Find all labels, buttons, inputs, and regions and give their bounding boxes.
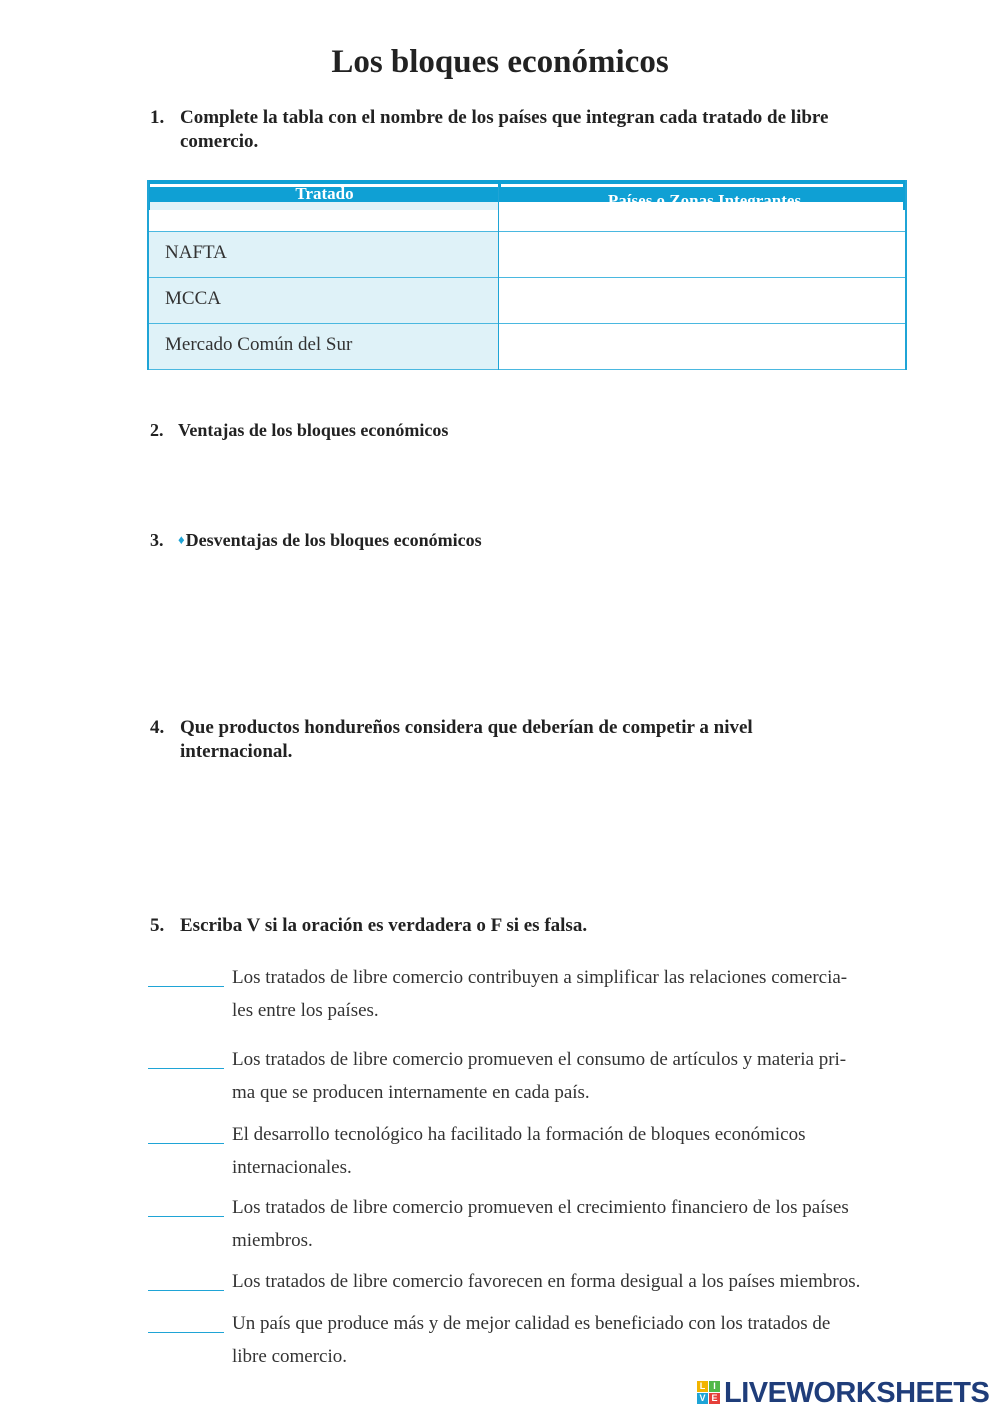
- treaty-name: Mercado Común del Sur: [165, 334, 353, 355]
- answer-blank[interactable]: [148, 1332, 224, 1333]
- true-false-item: [148, 1265, 908, 1298]
- question-number: 5.: [150, 915, 165, 936]
- true-false-item: [148, 961, 908, 1027]
- statement-line-2: internacionales.: [232, 1157, 352, 1178]
- statement-line-2: miembros.: [232, 1230, 313, 1251]
- answer-blank[interactable]: [148, 1216, 224, 1217]
- statement-line-1: Los tratados de libre comercio promueven el crecimiento financiero de los países: [232, 1197, 849, 1218]
- statement-line-1: Los tratados de libre comercio promueven el consumo de artículos y materia pri-: [232, 1049, 847, 1070]
- statement-line-1: El desarrollo tecnológico ha facilitado la formación de bloques económicos: [232, 1124, 806, 1145]
- question-text: Ventajas de los bloques económicos: [178, 420, 449, 440]
- answer-blank[interactable]: [148, 986, 224, 987]
- true-false-item: [148, 1191, 908, 1257]
- answer-blank[interactable]: [148, 1290, 224, 1291]
- question-text: [180, 106, 828, 154]
- table-row: [147, 277, 907, 323]
- question-3: [150, 528, 910, 552]
- statement-line-2: les entre los países.: [232, 1000, 379, 1021]
- answer-blank[interactable]: [148, 1143, 224, 1144]
- question-5: [150, 914, 910, 938]
- statement-line-2: ma que se producen internamente en cada país.: [232, 1082, 590, 1103]
- true-false-item: [148, 1043, 908, 1109]
- true-false-item: [148, 1307, 908, 1373]
- answer-area-advantages[interactable]: [150, 446, 910, 516]
- statement-line-2: libre comercio.: [232, 1346, 348, 1367]
- bullet-icon: ♦: [178, 532, 185, 547]
- question-4: [150, 716, 910, 766]
- countries-input[interactable]: [499, 323, 905, 369]
- question-text-line-1: Que productos hondureños considera que deberían de competir a nivel: [180, 717, 753, 738]
- answer-area-products[interactable]: [150, 770, 910, 900]
- statement-line-1: Los tratados de libre comercio favorecen en forma desigual a los países miembros.: [232, 1271, 861, 1292]
- statement-line-1: Los tratados de libre comercio contribuyen a simplificar las relaciones comercia-: [232, 967, 848, 988]
- treaty-name: NAFTA: [165, 242, 227, 263]
- question-text: [180, 716, 753, 764]
- statement-line-1: Un país que produce más y de mejor calidad es beneficiado con los tratados de: [232, 1313, 831, 1334]
- countries-input[interactable]: [499, 277, 905, 323]
- true-false-item: [148, 1118, 908, 1184]
- page-title: Los bloques económicos: [331, 44, 669, 80]
- question-number: 2.: [150, 420, 164, 440]
- question-text-line-2: comercio.: [180, 131, 259, 152]
- question-text-line-2: internacional.: [180, 741, 293, 762]
- table-row: [147, 231, 907, 277]
- header-countries: Países o Zonas Integrantes: [607, 191, 802, 210]
- question-text: Desventajas de los bloques económicos: [185, 530, 482, 550]
- question-number: 4.: [150, 717, 165, 738]
- answer-blank[interactable]: [148, 1068, 224, 1069]
- treaty-name: MCCA: [165, 288, 221, 309]
- header-treaty: Tratado: [295, 184, 354, 203]
- question-text: Escriba V si la oración es verdadera o F si es falsa.: [180, 915, 588, 936]
- question-number: 1.: [150, 107, 165, 128]
- treaty-table: [147, 180, 907, 370]
- table-row: [147, 323, 907, 369]
- question-2: [150, 418, 910, 442]
- question-number: 3.: [150, 530, 164, 550]
- countries-input[interactable]: [499, 231, 905, 277]
- answer-area-disadvantages[interactable]: [150, 556, 910, 706]
- question-text-line-1: Complete la tabla con el nombre de los países que integran cada tratado de libre: [180, 107, 829, 128]
- question-1: [150, 106, 910, 156]
- liveworksheets-mark-icon: L I V E: [697, 1381, 721, 1405]
- logo-text: LIVEWORKSHEETS: [724, 1377, 990, 1409]
